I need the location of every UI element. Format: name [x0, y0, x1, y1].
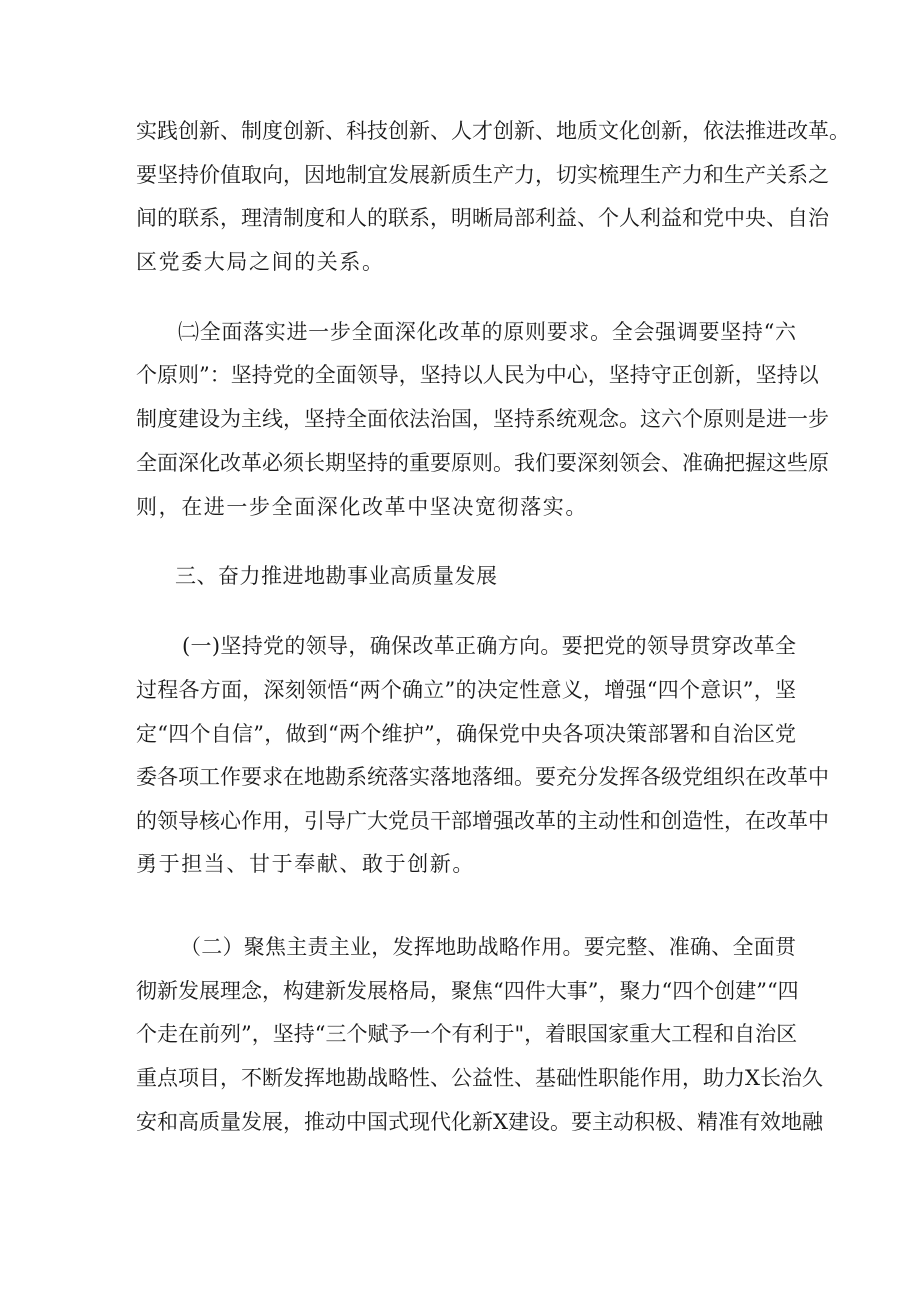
text-line: 全面深化改革必须长期坚持的重要原则。我们要深刻领会、准确把握这些原: [136, 451, 829, 475]
text-line: 个原则”：坚持党的全面领导，坚持以人民为中心，坚持守正创新，坚持以: [136, 363, 819, 387]
text-line: 制度建设为主线，坚持全面依法治国，坚持系统观念。这六个原则是进一步: [136, 407, 829, 431]
text-line: 要坚持价值取向，因地制宜发展新质生产力，切实梳理生产力和生产关系之: [136, 163, 829, 187]
text-line: 的领导核心作用，引导广大党员干部增强改革的主动性和创造性，在改革中: [136, 809, 829, 833]
heading-text: 三、奋力推进地勘事业高质量发展: [175, 564, 498, 588]
text-line: (一)坚持党的领导，确保改革正确方向。要把党的领导贯穿改革全: [182, 634, 796, 658]
text-line: 勇于担当、甘于奉献、敢于创新。: [136, 852, 475, 876]
text-line: 间的联系，理清制度和人的联系，明晰局部利益、个人利益和党中央、自治: [136, 206, 829, 230]
text-line: 则，在进一步全面深化改革中坚决宽彻落实。: [136, 495, 588, 519]
text-line: 彻新发展理念，构建新发展格局，聚焦“四件大事”，聚力“四个创建”“四: [136, 979, 799, 1003]
text-line: 实践创新、制度创新、科技创新、人才创新、地质文化创新，依法推进改革。: [136, 119, 850, 143]
text-line: 区党委大局之间的关系。: [136, 250, 385, 274]
text-line: （二）聚焦主责主业，发挥地助战略作用。要完整、准确、全面贯: [180, 935, 796, 959]
text-line: 委各项工作要求在地勘系统落实落地落细。要充分发挥各级党组织在改革中: [136, 765, 829, 789]
text-line: 个走在前列”，坚持“三个赋予一个有利于"，着眼国家重大工程和自治区: [136, 1022, 798, 1046]
text-line: ㈡全面落实进一步全面深化改革的原则要求。全会强调要坚持“六: [178, 320, 796, 344]
text-line: 重点项目，不断发挥地勘战略性、公益性、基础性职能作用，助力X长治久: [136, 1066, 823, 1090]
text-line: 过程各方面，深刻领悟“两个确立”的决定性意义，增强“四个意识”，坚: [136, 678, 796, 702]
text-line: 定“四个自信”，做到“两个维护”，确保党中央各项决策部署和自治区党: [136, 722, 796, 746]
text-line: 安和高质量发展，推动中国式现代化新X建设。要主动积极、精准有效地融: [136, 1110, 823, 1134]
